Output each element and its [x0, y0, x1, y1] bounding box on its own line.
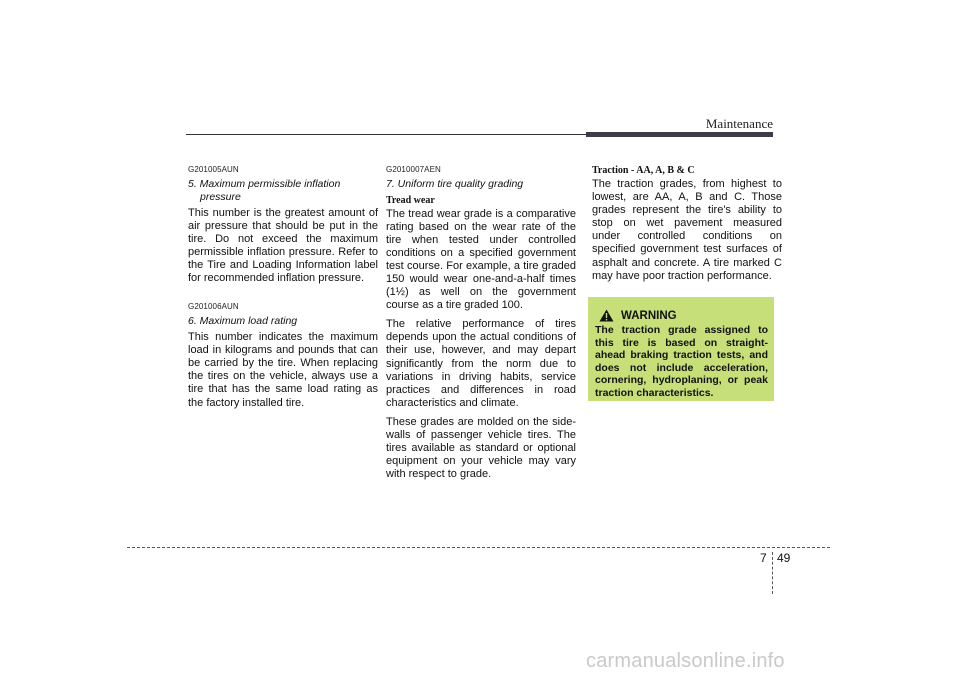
footer-rule	[127, 547, 830, 548]
warning-triangle-icon	[599, 309, 614, 322]
page-number-separator	[772, 552, 773, 594]
chapter-number: 7	[760, 551, 767, 565]
section-code: G201006AUN	[188, 301, 239, 311]
header-accent-bar	[586, 132, 773, 137]
section-heading: 7. Uniform tire quality grading	[386, 178, 524, 190]
warning-title: WARNING	[621, 309, 677, 322]
subheading: Traction - AA, A, B & C	[592, 165, 695, 176]
warning-text: The traction grade assigned to this tire is based on straight-ahead braking traction tests, and does not include acceleration, cornering, hydroplaning, or peak traction characteristics.	[595, 324, 768, 399]
body-paragraph: The relative performance of tires depends upon the actual conditions of their use, however, and may depart significantly from the norm due to variations in driving habits, service practices and differences in road characteristics and climate.	[386, 318, 576, 409]
section-code: G201005AUN	[188, 165, 239, 174]
section-heading: 5. Maximum permissible inflation pressure	[188, 178, 341, 203]
page-number: 49	[777, 551, 791, 565]
watermark: carmanualsonline.info	[586, 650, 785, 672]
body-paragraph: The tread wear grade is a comparative rating based on the wear rate of the tire when tested under controlled conditions on a specified government test course. For example, a tire graded 150 would wear one-and-a-half times (1½) as well on the government course as a tire graded 100.	[386, 207, 576, 312]
subheading: Tread wear	[386, 194, 435, 206]
body-paragraph: These grades are molded on the side-walls of passenger vehicle tires. The tires available as standard or optional equipment on your vehicle may vary with respect to grade.	[386, 415, 576, 481]
body-paragraph: The traction grades, from highest to lowest, are AA, A, B and C. Those grades represent the tire's ability to stop on wet pavement measured under controlled conditions on specified government test surfaces of asphalt and concrete. A tire marked C may have poor traction performance.	[592, 178, 782, 282]
column-left	[188, 165, 378, 416]
column-right	[592, 165, 782, 289]
column-middle	[386, 165, 576, 487]
body-paragraph: This number indicates the maximum load in kilograms and pounds that can be carried by the tire. When replacing the tires on the vehicle, always use a tire that has the same load rating as the factory installed tire.	[188, 331, 378, 409]
section-heading: 6. Maximum load rating	[188, 314, 298, 327]
section-title: Maintenance	[705, 116, 773, 131]
section-code: G2010007AEN	[386, 165, 441, 174]
body-paragraph: This number is the greatest amount of air pressure that should be put in the tire. Do not exceed the maximum permissible inflation pressure. Refer to the Tire and Loading Information label for recommended inflation pressure.	[188, 207, 378, 285]
warning-box	[588, 297, 774, 401]
warning-header	[595, 309, 768, 322]
